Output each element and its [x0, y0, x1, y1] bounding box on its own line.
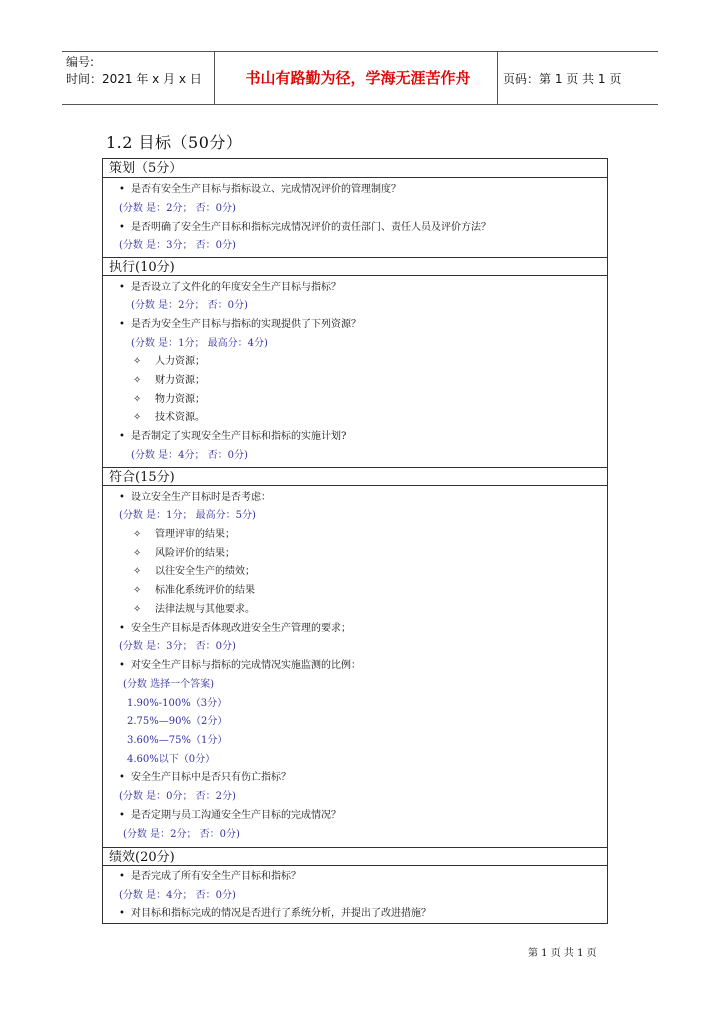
bullet-icon: •: [119, 492, 125, 503]
bullet-icon: •: [119, 660, 125, 671]
header-meta: [66, 54, 202, 88]
question-item: [119, 183, 401, 197]
diamond-icon: ✧: [133, 548, 142, 559]
consideration-text: 风险评价的结果；: [155, 548, 235, 559]
diamond-icon: ✧: [133, 529, 142, 540]
question-item: [119, 809, 341, 823]
answer-option: 4.60%以下（0分）: [127, 754, 216, 765]
header-bottom-rule: [62, 104, 658, 105]
question-item: [119, 659, 361, 673]
consideration-text: 标准化系统评价的结果: [155, 585, 255, 596]
question-text: 设立安全生产目标时是否考虑：: [131, 492, 271, 503]
score-line: (分数 是：3分； 否：0分): [119, 641, 236, 652]
question-text: 是否定期与员工沟通安全生产目标的完成情况？: [131, 810, 341, 821]
bullet-icon: •: [119, 871, 125, 882]
consideration-item: [133, 528, 235, 542]
page-header: [62, 51, 658, 105]
answer-option: 3.60%—75%（1分）: [127, 735, 228, 746]
bullet-icon: •: [119, 810, 125, 821]
answer-option: 1.90%-100%（3分）: [127, 698, 228, 709]
question-text: 是否明确了安全生产目标和指标完成情况评价的责任部门、责任人员及评价方法？: [131, 222, 491, 233]
question-text: 对安全生产目标与指标的完成情况实施监测的比例：: [131, 660, 361, 671]
number-label: 编号:: [66, 55, 95, 69]
resource-text: 人力资源；: [155, 356, 205, 367]
category-conform: 符合(15分): [103, 467, 607, 486]
question-item: [119, 318, 361, 332]
resource-item: [133, 411, 205, 425]
diamond-icon: ✧: [133, 375, 142, 386]
time-label: 时间：2021 年 x 月 x 日: [66, 72, 202, 86]
diamond-icon: ✧: [133, 356, 142, 367]
score-line: (分数 是：0分； 否：2分): [119, 791, 236, 802]
consideration-item: [133, 565, 255, 579]
consideration-text: 法律法规与其他要求。: [155, 604, 255, 615]
resource-item: [133, 393, 205, 407]
consideration-text: 以往安全生产的绩效；: [155, 566, 255, 577]
bullet-icon: •: [119, 282, 125, 293]
question-text: 安全生产目标中是否只有伤亡指标？: [131, 772, 291, 783]
page-info: 页码：第 1 页 共 1 页: [503, 72, 622, 86]
score-line: (分数 是：4分； 否：0分): [119, 890, 236, 901]
resource-item: [133, 374, 205, 388]
score-line: (分数 是：2分； 否：0分): [131, 300, 248, 311]
question-text: 是否为安全生产目标与指标的实现提供了下列资源？: [131, 319, 361, 330]
question-item: [119, 491, 271, 505]
question-item: [119, 907, 431, 921]
score-line: (分数 是：4分； 否：0分): [131, 450, 248, 461]
assessment-table: [102, 158, 608, 924]
bullet-icon: •: [119, 772, 125, 783]
question-item: [119, 430, 346, 444]
header-divider: [214, 51, 215, 105]
resource-text: 物力资源；: [155, 394, 205, 405]
score-line: (分数 是：3分； 否：0分): [119, 240, 236, 251]
diamond-icon: ✧: [133, 566, 142, 577]
resource-item: [133, 355, 205, 369]
category-plan: 策划（5分）: [103, 159, 607, 178]
header-top-rule: [62, 51, 658, 52]
score-line: (分数 选择一个答案): [123, 679, 214, 690]
question-text: 是否设立了文件化的年度安全生产目标与指标？: [131, 282, 341, 293]
question-item: [119, 870, 301, 884]
question-text: 是否有安全生产目标与指标设立、完成情况评价的管理制度？: [131, 184, 401, 195]
question-item: [119, 771, 291, 785]
bullet-icon: •: [119, 222, 125, 233]
page-footer: 第 1 页 共 1 页: [528, 948, 597, 959]
motto: 书山有路勤为径，学海无涯苦作舟: [245, 69, 471, 87]
answer-option: 2.75%—90%（2分）: [127, 716, 228, 727]
score-line: (分数 是：1分； 最高分：4分): [131, 338, 268, 349]
question-text: 是否制定了实现安全生产目标和指标的实施计划?: [131, 431, 347, 442]
diamond-icon: ✧: [133, 394, 142, 405]
question-text: 是否完成了所有安全生产目标和指标？: [131, 871, 301, 882]
consideration-item: [133, 603, 255, 617]
diamond-icon: ✧: [133, 412, 142, 423]
section-title: 1.2 目标（50分）: [106, 133, 243, 152]
score-line: (分数 是：2分； 否：0分): [119, 203, 236, 214]
bullet-icon: •: [119, 431, 125, 442]
consideration-item: [133, 584, 255, 598]
question-text: 安全生产目标是否体现改进安全生产管理的要求；: [131, 623, 351, 634]
bullet-icon: •: [119, 184, 125, 195]
bullet-icon: •: [119, 319, 125, 330]
question-item: [119, 221, 491, 235]
consideration-item: [133, 547, 235, 561]
resource-text: 财力资源；: [155, 375, 205, 386]
diamond-icon: ✧: [133, 585, 142, 596]
resource-text: 技术资源。: [155, 412, 205, 423]
diamond-icon: ✧: [133, 604, 142, 615]
question-item: [119, 281, 341, 295]
question-item: [119, 622, 351, 636]
consideration-text: 管理评审的结果；: [155, 529, 235, 540]
score-line: (分数 是：2分； 否：0分): [123, 829, 240, 840]
bullet-icon: •: [119, 623, 125, 634]
question-text: 对目标和指标完成的情况是否进行了系统分析，并提出了改进措施？: [131, 908, 431, 919]
category-perf: 绩效(20分): [103, 847, 607, 866]
bullet-icon: •: [119, 908, 125, 919]
score-line: (分数 是：1分； 最高分：5分): [119, 510, 256, 521]
category-exec: 执行(10分): [103, 257, 607, 276]
